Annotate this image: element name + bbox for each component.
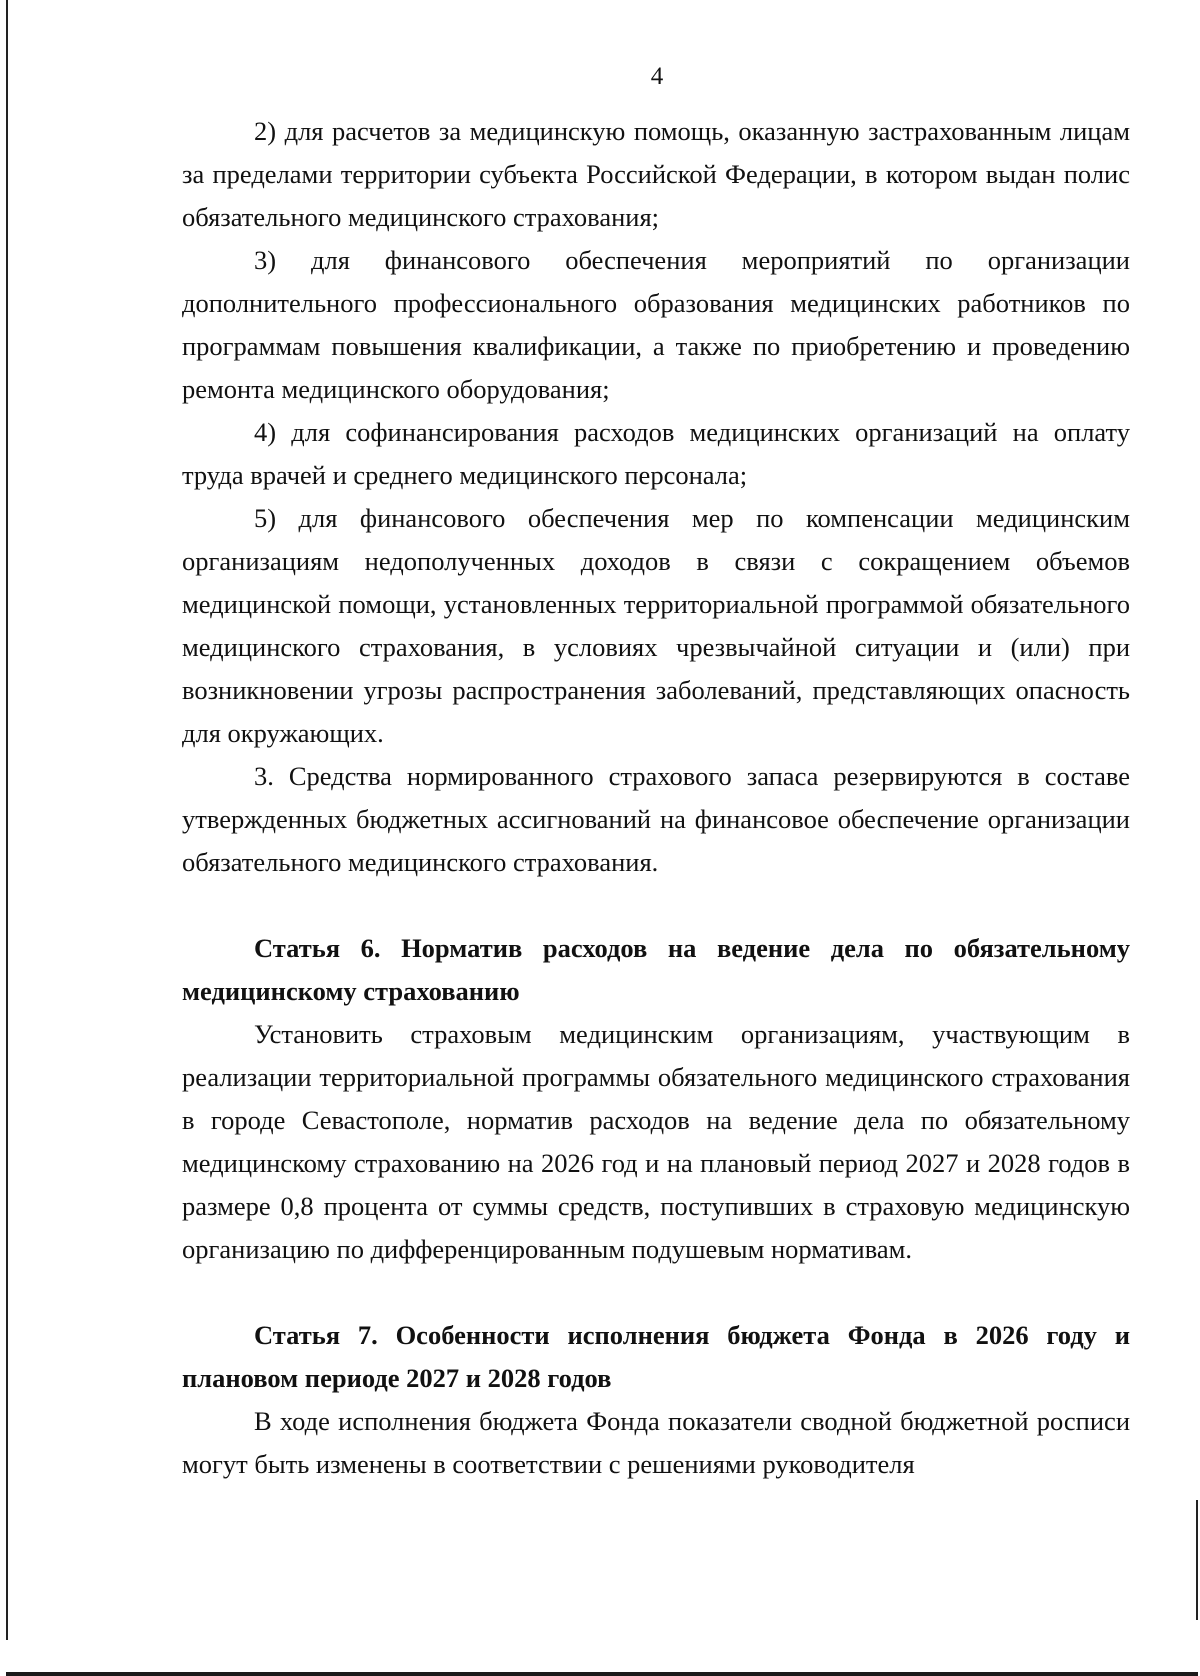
article-7-heading: Статья 7. Особенности исполнения бюджета Фонда в 2026 году и плановом периоде 2027 и 2028 годов: [182, 1320, 1130, 1393]
document-body: [182, 110, 1130, 1486]
article-6-paragraph: Установить страховым медицинским организациям, участвующим в реализации территориальной программы обязательного медицинского страхования в городе Севастополе, норматив расходов на ведение дела по обязательному медицинскому страхованию на 2026 год и на плановый период 2027 и 2028 годов в размере 0,8 процента от суммы средств, поступивших в страховую медицинскую организацию по дифференцированным подушевым нормативам.: [182, 1019, 1130, 1264]
article-7-paragraph: В ходе исполнения бюджета Фонда показатели сводной бюджетной росписи могут быть изменены в соответствии с решениями руководителя: [182, 1406, 1130, 1479]
paragraph-section-3: 3. Средства нормированного страхового запаса резервируются в составе утвержденных бюджетных ассигнований на финансовое обеспечение организации обязательного медицинского страхования.: [182, 761, 1130, 877]
paragraph-item-5: 5) для финансового обеспечения мер по компенсации медицинским организациям недополученных доходов в связи с сокращением объемов медицинской помощи, установленных территориальной программой обязательного медицинского страхования, в условиях чрезвычайной ситуации и (или) при возникновении угрозы распространения заболеваний, представляющих опасность для окружающих.: [182, 503, 1130, 748]
paragraph-item-2: 2) для расчетов за медицинскую помощь, оказанную застрахованным лицам за пределами территории субъекта Российской Федерации, в котором выдан полис обязательного медицинского страхования;: [182, 116, 1130, 232]
scan-border-left: [6, 0, 8, 1640]
page-number: 4: [650, 63, 664, 90]
article-6-heading: Статья 6. Норматив расходов на ведение дела по обязательному медицинскому страхованию: [182, 933, 1130, 1006]
scan-border-bottom: [6, 1672, 1198, 1676]
paragraph-item-3: 3) для финансового обеспечения мероприятий по организации дополнительного профессионального образования медицинских работников по программам повышения квалификации, а также по приобретению и проведению ремонта медицинского оборудования;: [182, 245, 1130, 404]
scan-border-right: [1196, 1500, 1198, 1620]
paragraph-item-4: 4) для софинансирования расходов медицинских организаций на оплату труда врачей и среднего медицинского персонала;: [182, 417, 1130, 490]
